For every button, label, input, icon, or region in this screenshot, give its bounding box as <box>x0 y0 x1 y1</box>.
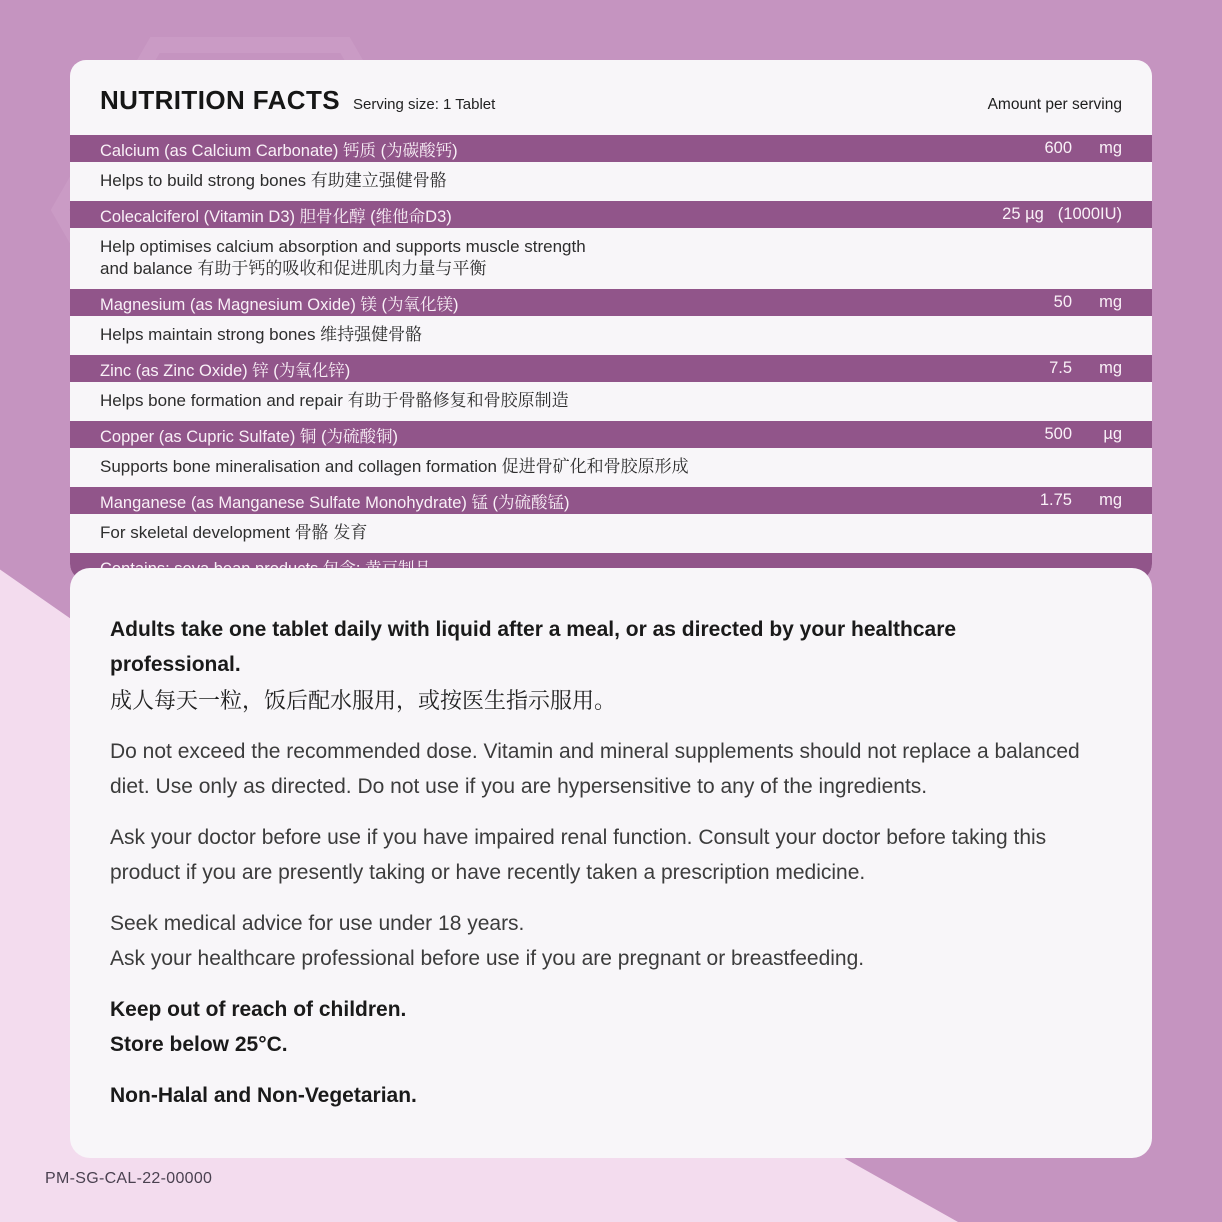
serving-size-label: Serving size: 1 Tablet <box>353 96 496 113</box>
nutrient-unit: mg <box>1099 139 1122 157</box>
nutrient-bar-vitamin-d3 <box>70 201 1152 228</box>
nutrient-bar-zinc <box>70 355 1152 382</box>
nutrient-desc-zinc: Helps bone formation and repair 有助于骨骼修复和骨胶原制造 <box>100 391 569 410</box>
nutrient-amount <box>1054 293 1122 312</box>
advice-group <box>110 906 1082 976</box>
nutrient-desc-vitamin-d3: Help optimises calcium absorption and supports muscle strength and balance 有助于钙的吸收和促进肌肉力量与平衡 <box>100 237 586 278</box>
nutrient-amount <box>1002 205 1122 224</box>
advice-pregnant: Ask your healthcare professional before use if you are pregnant or breastfeeding. <box>110 947 865 970</box>
nutrient-value: 7.5 <box>1049 359 1072 377</box>
nutrient-desc-copper: Supports bone mineralisation and collagen formation 促进骨矿化和骨胶原形成 <box>100 457 689 476</box>
safety-group <box>110 992 1082 1062</box>
nutrient-desc-calcium: Helps to build strong bones 有助建立强健骨骼 <box>100 171 447 190</box>
dietary-note: Non-Halal and Non-Vegetarian. <box>110 1084 417 1107</box>
nutrient-amount <box>1040 491 1122 510</box>
nutrient-value: 500 <box>1044 425 1072 443</box>
storage-instruction: Store below 25°C. <box>110 1033 288 1056</box>
nutrition-facts-panel <box>70 60 1152 580</box>
nutrient-name: Copper (as Cupric Sulfate) 铜 (为硫酸铜) <box>100 427 398 446</box>
nutrient-value: 600 <box>1044 139 1072 157</box>
nutrient-desc-manganese: For skeletal development 骨骼 发育 <box>100 523 368 542</box>
nutrient-name: Manganese (as Manganese Sulfate Monohydrate) 锰 (为硫酸锰) <box>100 493 570 512</box>
nutrient-amount <box>1044 425 1122 444</box>
nutrient-amount <box>1044 139 1122 158</box>
dietary-group <box>110 1078 1082 1113</box>
nutrient-unit: mg <box>1099 359 1122 377</box>
nutrient-desc-magnesium: Helps maintain strong bones 维持强健骨骼 <box>100 325 423 344</box>
nutrient-bar-manganese <box>70 487 1152 514</box>
nutrient-name: Zinc (as Zinc Oxide) 锌 (为氧化锌) <box>100 361 351 380</box>
warning-doctor: Ask your doctor before use if you have impaired renal function. Consult your doctor before taking this product if you are presently taking or have recently taken a prescription medicine. <box>110 826 1047 884</box>
nutrient-unit: mg <box>1099 293 1122 311</box>
nutrient-bar-magnesium <box>70 289 1152 316</box>
nutrient-name: Magnesium (as Magnesium Oxide) 镁 (为氧化镁) <box>100 295 459 314</box>
product-code: PM-SG-CAL-22-00000 <box>45 1170 213 1187</box>
nutrient-name: Calcium (as Calcium Carbonate) 钙质 (为碳酸钙) <box>100 141 458 160</box>
dosage-instruction-en: Adults take one tablet daily with liquid after a meal, or as directed by your healthcare professional. <box>110 618 957 676</box>
keep-children-warning: Keep out of reach of children. <box>110 998 407 1021</box>
warning-dose: Do not exceed the recommended dose. Vitamin and mineral supplements should not replace a balanced diet. Use only as directed. Do not use if you are hypersensitive to any of the ingredients. <box>110 740 1080 798</box>
facts-title: NUTRITION FACTS <box>100 85 340 115</box>
nutrient-unit: µg <box>1103 425 1122 443</box>
nutrient-value: 1.75 <box>1039 491 1072 509</box>
nutrient-bar-calcium <box>70 135 1152 162</box>
nutrient-value: 25 µg <box>1002 205 1044 223</box>
nutrient-name: Colecalciferol (Vitamin D3) 胆骨化醇 (维他命D3) <box>100 207 452 226</box>
amount-per-serving-label: Amount per serving <box>987 96 1122 113</box>
nutrient-amount <box>1049 359 1122 378</box>
facts-header <box>70 60 1152 133</box>
nutrient-value: 50 <box>1053 293 1072 311</box>
dosage-instruction-zh: 成人每天一粒，饭后配水服用，或按医生指示服用。 <box>110 688 617 713</box>
nutrient-unit: (1000IU) <box>1057 205 1122 223</box>
nutrient-bar-copper <box>70 421 1152 448</box>
advice-under-18: Seek medical advice for use under 18 years. <box>110 912 525 935</box>
nutrient-unit: mg <box>1099 491 1122 509</box>
directions-panel <box>70 568 1152 1158</box>
